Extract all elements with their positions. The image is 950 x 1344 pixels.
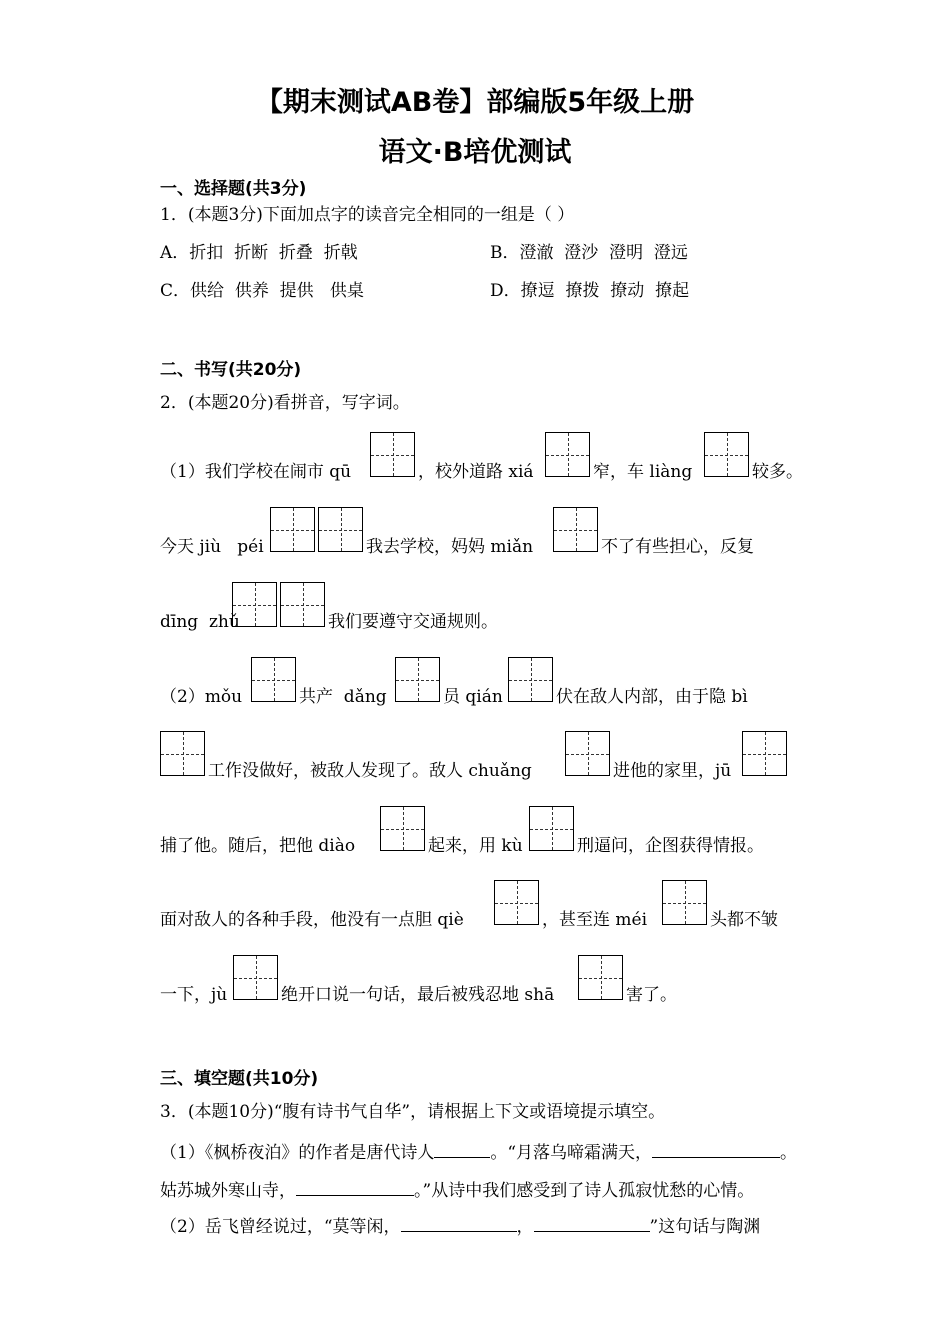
character-box[interactable] (704, 432, 749, 477)
fill-text: 。”从诗中我们感受到了诗人孤寂忧愁的心情。 (414, 1181, 755, 1201)
character-box[interactable] (380, 806, 425, 851)
option-label: A． (160, 243, 190, 263)
character-box[interactable] (662, 880, 707, 925)
pinyin-text: 害了。 (626, 985, 677, 1005)
pinyin-text: （2）mǒu (160, 687, 243, 707)
character-box[interactable] (508, 657, 553, 702)
character-box[interactable] (318, 507, 363, 552)
pinyin-text: 较多。 (752, 462, 803, 482)
character-box[interactable] (232, 582, 277, 627)
pinyin-text: 头都不皱 (710, 910, 778, 930)
pinyin-text: 我去学校，妈妈 miǎn (366, 537, 534, 557)
pinyin-text: ，校外道路 xiá (418, 462, 534, 482)
pinyin-text: 绝开口说一句话，最后被残忍地 shā (281, 985, 555, 1005)
pinyin-text: 进他的家里，jū (613, 761, 732, 781)
question-3: 3．(本题10分)“腹有诗书气自华”，请根据上下文或语境提示填空。 (160, 1102, 666, 1122)
fill-text: 姑苏城外寒山寺， (160, 1181, 296, 1201)
fill-text: ， (516, 1217, 534, 1237)
option-text: 折扣 折断 折叠 折戟 (189, 243, 358, 263)
pinyin-text: 刑逼问，企图获得情报。 (577, 836, 764, 856)
pinyin-text: 我们要遵守交通规则。 (328, 612, 498, 632)
character-box[interactable] (553, 507, 598, 552)
question-2: 2．(本题20分)看拼音，写字词。 (160, 393, 410, 413)
answer-blank[interactable] (652, 1140, 780, 1158)
character-box[interactable] (370, 432, 415, 477)
page-subtitle: 语文·B培优测试 (378, 137, 572, 168)
character-box[interactable] (565, 731, 610, 776)
character-box[interactable] (251, 657, 296, 702)
character-box[interactable] (395, 657, 440, 702)
option-a (160, 242, 358, 264)
option-d (490, 280, 689, 302)
pinyin-text: dīng zhǔ (160, 612, 240, 632)
pinyin-text: 捕了他。随后，把他 diào (160, 836, 356, 856)
section-heading-writing: 二、书写(共20分) (160, 360, 302, 380)
pinyin-text: 今天 jiù péi (160, 537, 264, 557)
question-1: 1．(本题3分)下面加点字的读音完全相同的一组是（ ） (160, 205, 575, 225)
fill-text: 。“月落乌啼霜满天， (490, 1143, 653, 1163)
page-title: 【期末测试AB卷】部编版5年级上册 (255, 87, 695, 118)
answer-blank[interactable] (296, 1178, 414, 1196)
option-label: D． (490, 281, 521, 301)
character-box[interactable] (233, 955, 278, 1000)
fill-text: ”这句话与陶渊 (649, 1217, 761, 1237)
character-box[interactable] (280, 582, 325, 627)
option-label: B． (490, 243, 520, 263)
pinyin-text: 一下，jù (160, 985, 228, 1005)
character-box[interactable] (270, 507, 315, 552)
pinyin-text: ，甚至连 méi (542, 910, 648, 930)
option-label: C． (160, 281, 191, 301)
pinyin-text: 共产 dǎng (299, 687, 387, 707)
option-text: 撩逗 撩拨 撩动 撩起 (520, 281, 690, 301)
fill-line-1 (160, 1140, 797, 1164)
pinyin-text: 不了有些担心，反复 (601, 537, 754, 557)
fill-text: 。 (780, 1143, 798, 1163)
section-heading-fill: 三、填空题(共10分) (160, 1069, 319, 1089)
fill-line-2 (160, 1178, 754, 1202)
pinyin-text: 窄，车 liàng (593, 462, 693, 482)
option-text: 澄澈 澄沙 澄明 澄远 (519, 243, 688, 263)
pinyin-text: （1）我们学校在闹市 qū (160, 462, 352, 482)
pinyin-text: 伏在敌人内部，由于隐 bì (556, 687, 748, 707)
fill-text: （2）岳飞曾经说过，“莫等闲， (160, 1217, 401, 1237)
character-box[interactable] (578, 955, 623, 1000)
character-box[interactable] (545, 432, 590, 477)
pinyin-text: 员 qián (443, 687, 503, 707)
fill-line-3 (160, 1214, 760, 1238)
character-box[interactable] (742, 731, 787, 776)
option-b (490, 242, 688, 264)
answer-blank[interactable] (401, 1214, 517, 1232)
pinyin-text: 起来，用 kù (428, 836, 523, 856)
pinyin-text: 面对敌人的各种手段，他没有一点胆 qiè (160, 910, 464, 930)
character-box[interactable] (529, 806, 574, 851)
section-heading-choice: 一、选择题(共3分) (160, 179, 307, 199)
character-box[interactable] (494, 880, 539, 925)
answer-blank[interactable] (434, 1140, 490, 1158)
option-text: 供给 供养 提供 供桌 (190, 281, 364, 301)
pinyin-text: 工作没做好，被敌人发现了。敌人 chuǎng (208, 761, 532, 781)
character-box[interactable] (160, 731, 205, 776)
fill-text: （1）《枫桥夜泊》的作者是唐代诗人 (160, 1143, 435, 1163)
option-c (160, 280, 364, 302)
answer-blank[interactable] (534, 1214, 650, 1232)
